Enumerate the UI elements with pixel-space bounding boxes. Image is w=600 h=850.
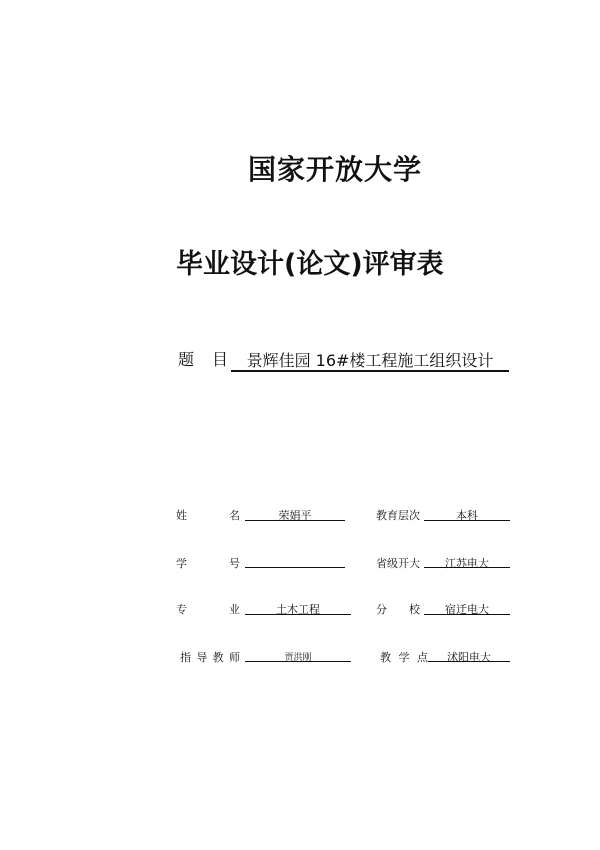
provincial-open-univ-value: 江苏电大 [445,557,489,570]
teaching-point-underline [428,661,510,662]
education-level-label: 教育层次 [376,509,420,522]
major-value: 土木工程 [276,603,320,616]
name-value: 荣娟平 [278,509,312,522]
education-level-underline [424,520,510,521]
provincial-open-univ-label: 省级开大 [376,557,420,570]
student-id-label: 学 号 [176,557,240,570]
provincial-open-univ-underline [424,567,510,568]
university-name: 国家开放大学 [247,153,422,186]
major-label: 专 业 [176,603,240,616]
topic-underline [231,370,509,372]
advisor-label: 指 导 教 师 [180,651,240,664]
teaching-point-label: 教 学 点 [380,651,428,664]
name-label: 姓 名 [176,509,240,522]
form-title: 毕业设计(论文)评审表 [176,249,444,280]
name-underline [245,520,345,521]
topic-value: 景辉佳园 16#楼工程施工组织设计 [246,351,494,370]
student-id-underline [245,567,345,568]
education-level-value: 本科 [456,509,478,522]
topic-label: 题目 [178,350,247,369]
advisor-underline [245,661,351,662]
advisor-value: 贾洪刚 [284,653,312,663]
branch-school-label: 分 校 [376,603,420,616]
teaching-point-value: 沭阳电大 [447,651,491,664]
major-underline [245,614,351,615]
branch-school-value: 宿迁电大 [445,603,489,616]
branch-school-underline [424,614,510,615]
